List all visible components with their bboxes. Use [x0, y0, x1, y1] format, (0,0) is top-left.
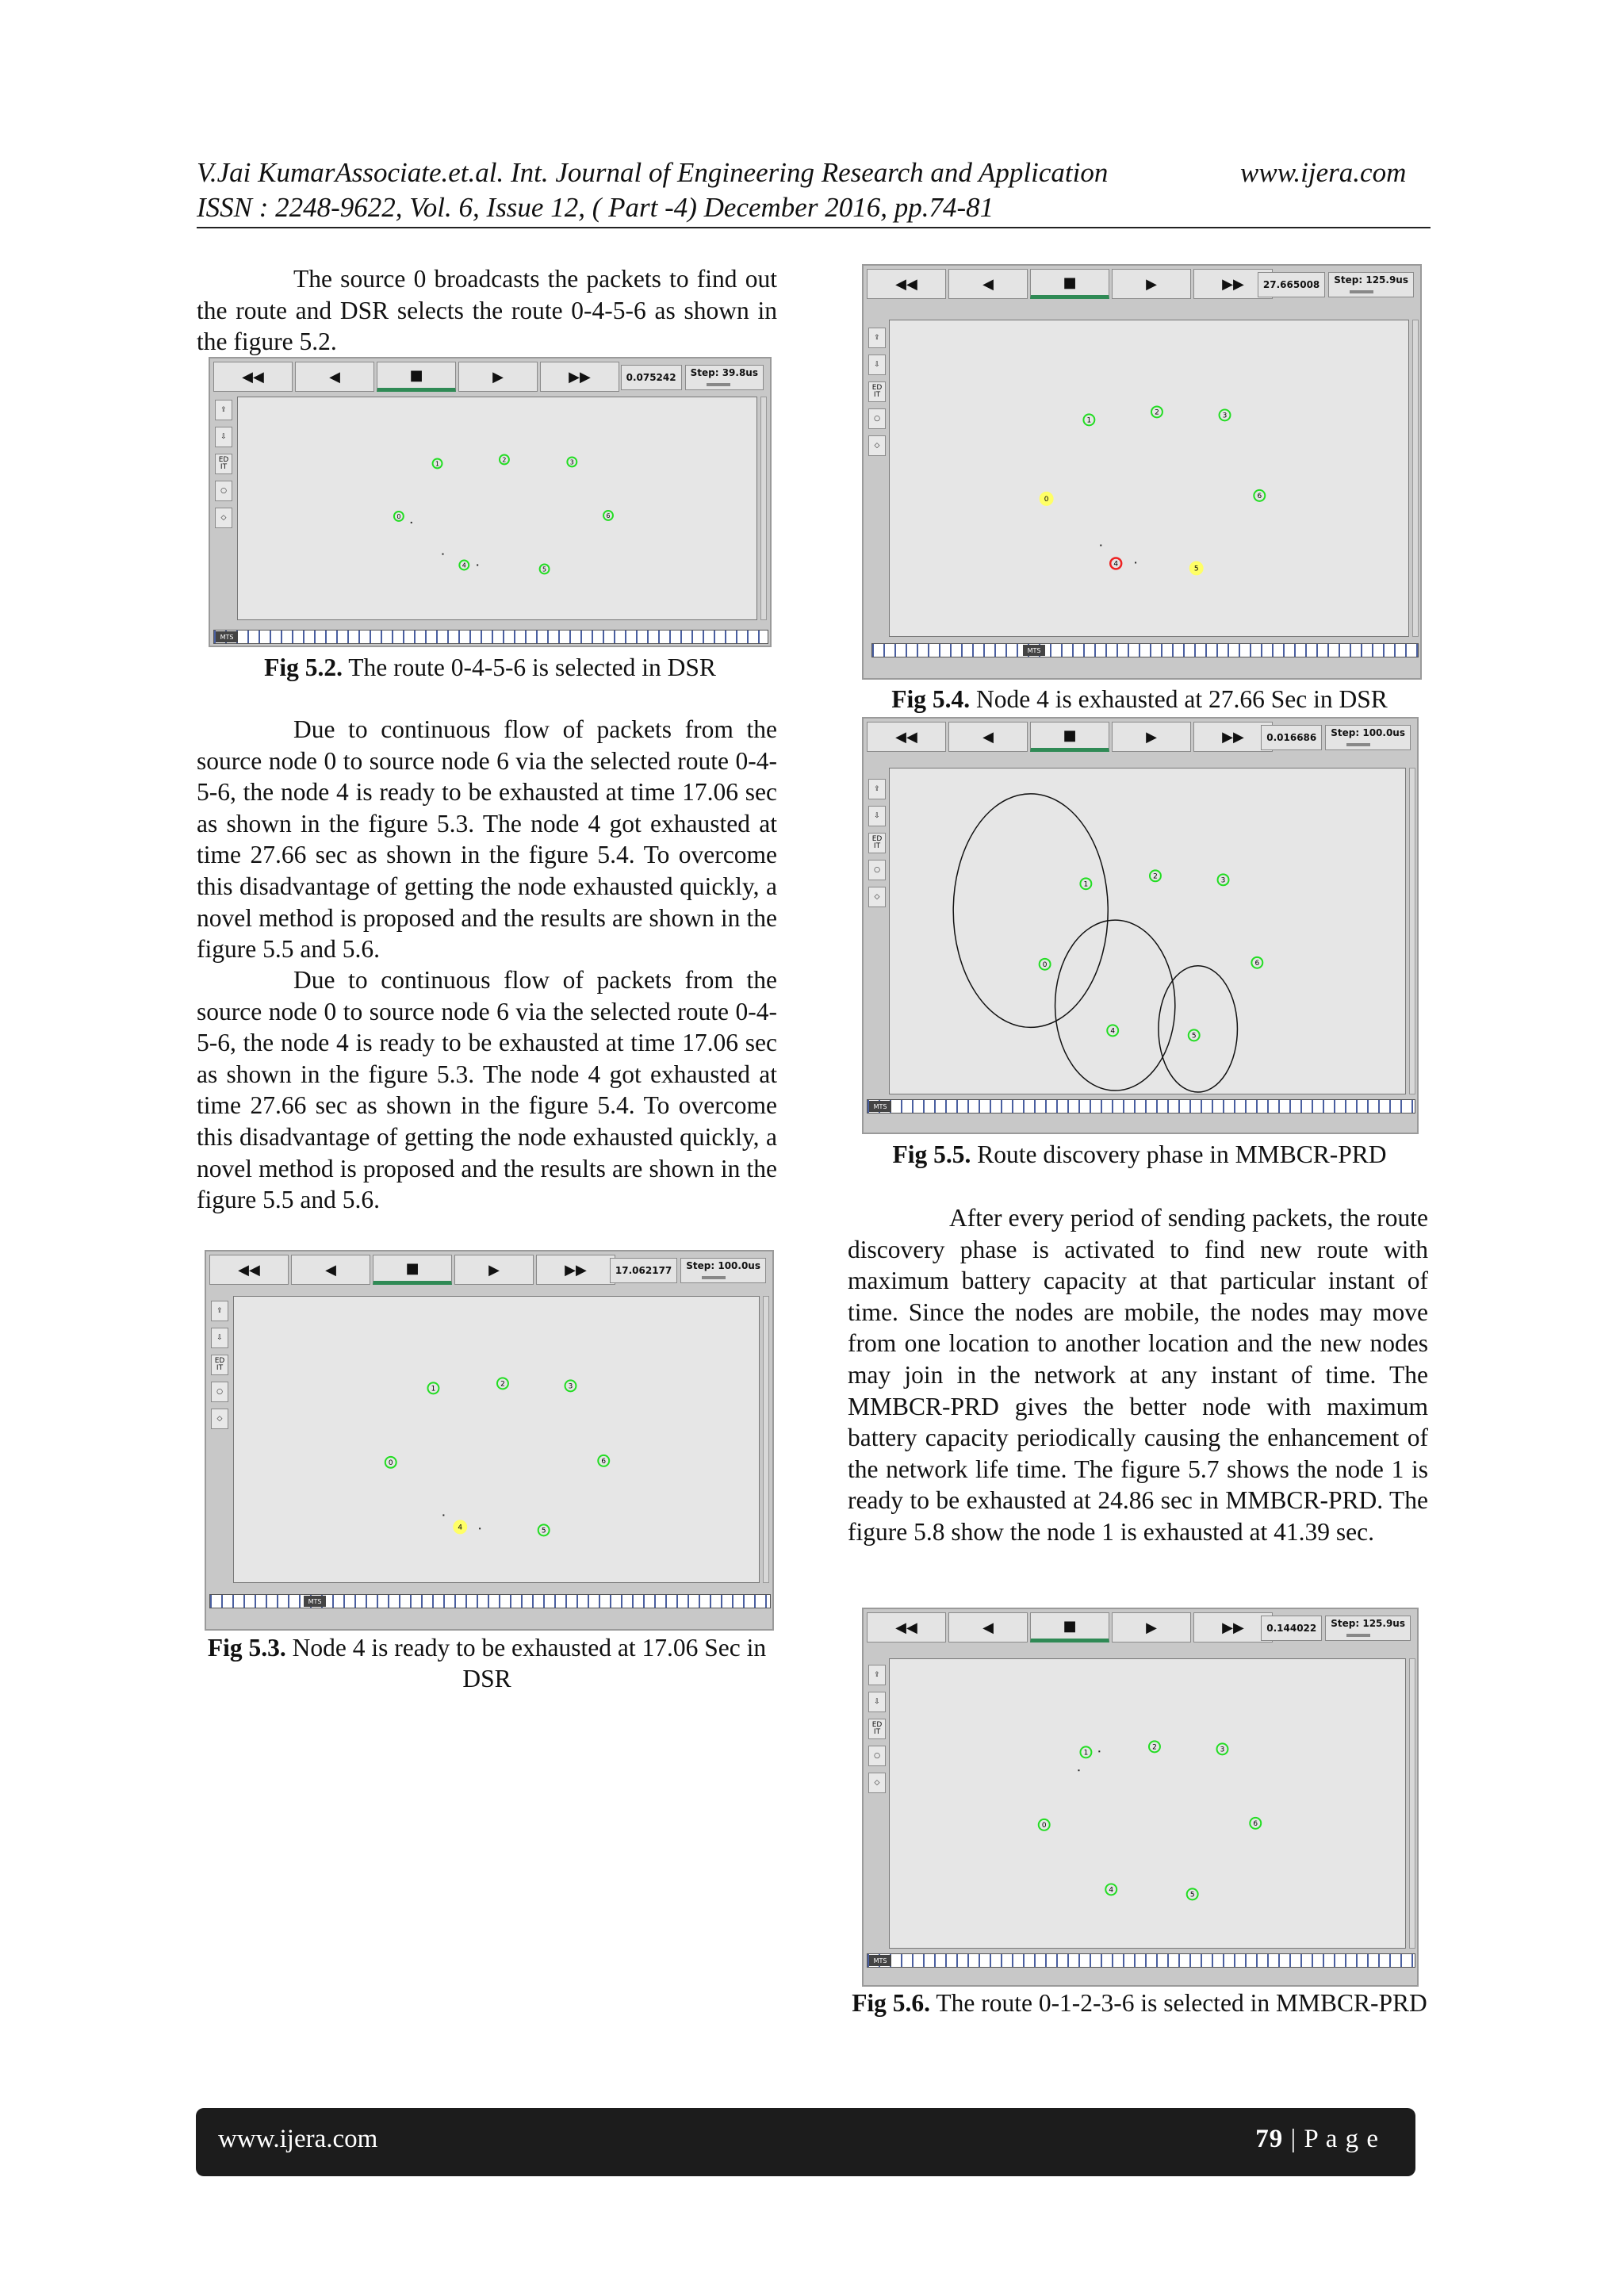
vertical-scrollbar[interactable]: [760, 397, 767, 620]
nam-window-fig56: [862, 1608, 1419, 1987]
zoom-in-icon[interactable]: ⇪: [215, 400, 232, 420]
svg-text:3: 3: [568, 1382, 573, 1391]
time-display: [1258, 270, 1414, 299]
svg-text:0: 0: [396, 512, 401, 520]
svg-text:2: 2: [1155, 408, 1159, 417]
diamond-tool-icon[interactable]: ◇: [868, 1773, 886, 1793]
nam-canvas: [233, 1296, 760, 1583]
timeline-bar[interactable]: [867, 1953, 1415, 1968]
timeline-bar[interactable]: [213, 630, 768, 644]
timeline-marker: MTS: [869, 1955, 891, 1966]
nam-window-fig52: [209, 357, 772, 647]
svg-text:2: 2: [502, 456, 507, 464]
stop-button[interactable]: ■: [373, 1255, 452, 1285]
nam-side-tools: [867, 1665, 887, 1793]
timeline-marker: MTS: [304, 1596, 326, 1607]
nam-toolbar: [213, 362, 619, 395]
nam-side-tools: [867, 779, 887, 907]
svg-text:3: 3: [569, 458, 574, 466]
step-slider[interactable]: Step: 100.0us: [1325, 725, 1411, 750]
nam-canvas: [889, 768, 1406, 1094]
svg-text:5: 5: [541, 1527, 546, 1535]
sim-time: 17.062177: [610, 1258, 677, 1283]
svg-text:5: 5: [1189, 1891, 1195, 1899]
rewind-button[interactable]: ◀◀: [867, 269, 946, 299]
journal-header-line2: ISSN : 2248-9622, Vol. 6, Issue 12, ( Part -4) December 2016, pp.74-81: [197, 192, 994, 223]
svg-text:4: 4: [462, 562, 466, 569]
zoom-in-icon[interactable]: ⇪: [868, 328, 886, 348]
svg-text:6: 6: [606, 512, 611, 519]
caption-fig52: Fig 5.2. The route 0-4-5-6 is selected in DSR: [264, 654, 716, 681]
caption-fig53: Fig 5.3. Node 4 is ready to be exhausted at 17.06 Sec in DSR: [207, 1634, 767, 1692]
svg-text:6: 6: [1254, 959, 1260, 968]
svg-text:6: 6: [1257, 492, 1262, 500]
step-slider[interactable]: Step: 125.9us: [1325, 1616, 1411, 1641]
caption-fig56: Fig 5.6. The route 0-1-2-3-6 is selected in MMBCR-PRD: [852, 1989, 1427, 2017]
zoom-out-icon[interactable]: ⇩: [868, 1692, 886, 1712]
svg-text:1: 1: [431, 1385, 436, 1393]
stop-button[interactable]: ■: [1030, 269, 1109, 299]
zoom-in-icon[interactable]: ⇪: [868, 1665, 886, 1685]
edit-button[interactable]: ED IT: [215, 454, 232, 474]
back-button[interactable]: ◀: [948, 269, 1028, 299]
nam-toolbar: [867, 269, 1273, 302]
nam-side-tools: [867, 328, 887, 456]
play-button[interactable]: ▶: [1112, 722, 1191, 752]
nam-window-fig54: [862, 264, 1422, 680]
fast-forward-button[interactable]: ▶▶: [1193, 722, 1273, 752]
svg-text:3: 3: [1222, 412, 1228, 420]
timeline-marker: MTS: [216, 631, 238, 642]
step-slider[interactable]: Step: 39.8us: [685, 365, 764, 390]
circle-tool-icon[interactable]: ○: [215, 481, 232, 501]
zoom-out-icon[interactable]: ⇩: [211, 1328, 228, 1348]
svg-text:4: 4: [1113, 560, 1119, 569]
play-button[interactable]: ▶: [1112, 269, 1191, 299]
timeline-marker: MTS: [869, 1101, 891, 1112]
paragraph-mmbcr-prd: After every period of sending packets, the route discovery phase is activated to find new route with maximum battery capacity at that particular instant of time. Since the nodes are mobile, the nodes may move from one location to another location and the new nodes may join in the network at any instant of time. The MMBCR-PRD gives the better node with maximum battery capacity periodically causing the enhancement of the network life time. The figure 5.7 shows the node 1 is ready to be exhausted at 24.86 sec in MMBCR-PRD. The figure 5.8 show the node 1 is exhausted at 41.39 sec.: [848, 1204, 1428, 1546]
vertical-scrollbar[interactable]: [1409, 768, 1415, 1094]
fast-forward-button[interactable]: ▶▶: [1193, 1612, 1273, 1642]
nam-toolbar: [867, 1612, 1273, 1646]
svg-text:1: 1: [1083, 880, 1089, 889]
fast-forward-button[interactable]: ▶▶: [1193, 269, 1273, 299]
svg-text:2: 2: [1152, 1743, 1157, 1752]
time-display: [1261, 723, 1411, 752]
diamond-tool-icon[interactable]: ◇: [215, 508, 232, 528]
journal-header-line1: V.Jai KumarAssociate.et.al. Int. Journal of Engineering Research and Application: [197, 157, 1109, 188]
zoom-out-icon[interactable]: ⇩: [868, 355, 886, 375]
transmission-range-circles: [953, 794, 1237, 1092]
nam-side-tools: [209, 1301, 230, 1429]
network-topology: [890, 1659, 1405, 1948]
network-topology: [234, 1297, 759, 1582]
nam-canvas: [889, 1658, 1406, 1949]
edit-button[interactable]: ED IT: [868, 1719, 886, 1739]
timeline-bar[interactable]: [871, 643, 1419, 657]
network-topology: [890, 320, 1408, 636]
step-slider[interactable]: Step: 125.9us: [1328, 272, 1414, 297]
stop-button[interactable]: ■: [377, 362, 456, 392]
zoom-out-icon[interactable]: ⇩: [215, 427, 232, 447]
paragraph-dsr-exhaustion-repeat: Due to continuous flow of packets from the source node 0 to source node 6 via the selected route 0-4-5-6, the node 4 is ready to be exhausted at time 17.06 sec as shown in the figure 5.3. The node 4 got exhausted at time 27.66 sec as shown in the figure 5.4. To overcome this disadvantage of getting the node exhausted quickly, a novel method is proposed and the results are shown in the figure 5.5 and 5.6.: [197, 966, 777, 1214]
back-button[interactable]: ◀: [295, 362, 374, 392]
back-button[interactable]: ◀: [948, 722, 1028, 752]
svg-text:4: 4: [1110, 1027, 1116, 1036]
stop-button[interactable]: ■: [1030, 722, 1109, 752]
paragraph-dsr-exhaustion: Due to continuous flow of packets from the source node 0 to source node 6 via the selected route 0-4-5-6, the node 4 is ready to be exhausted at time 17.06 sec as shown in the figure 5.3. The node 4 got exhausted at time 27.66 sec as shown in the figure 5.4. To overcome this disadvantage of getting the node exhausted quickly, a novel method is proposed and the results are shown in the figure 5.5 and 5.6.: [197, 715, 777, 964]
circle-tool-icon[interactable]: ○: [868, 1746, 886, 1766]
nam-side-tools: [213, 400, 234, 528]
rewind-button[interactable]: ◀◀: [867, 722, 946, 752]
svg-text:0: 0: [1044, 495, 1049, 504]
footer-url[interactable]: www.ijera.com: [218, 2125, 378, 2153]
caption-fig54: Fig 5.4. Node 4 is exhausted at 27.66 Sec in DSR: [891, 685, 1388, 713]
caption-fig55: Fig 5.5. Route discovery phase in MMBCR-PRD: [892, 1140, 1387, 1168]
svg-text:1: 1: [435, 460, 440, 468]
svg-text:5: 5: [1191, 1032, 1197, 1041]
sim-time: 0.075242: [621, 365, 682, 390]
fast-forward-button[interactable]: ▶▶: [536, 1255, 615, 1285]
svg-text:5: 5: [1193, 565, 1199, 573]
vertical-scrollbar[interactable]: [1412, 320, 1419, 637]
diamond-tool-icon[interactable]: ◇: [868, 435, 886, 456]
time-display: [610, 1256, 766, 1285]
vertical-scrollbar[interactable]: [763, 1296, 769, 1583]
rewind-button[interactable]: ◀◀: [867, 1612, 946, 1642]
svg-text:3: 3: [1220, 1746, 1225, 1754]
svg-text:0: 0: [1042, 960, 1048, 969]
page-footer: [196, 2108, 1415, 2176]
nam-window-fig55: [862, 717, 1419, 1134]
svg-text:4: 4: [458, 1524, 463, 1532]
edit-button[interactable]: ED IT: [868, 833, 886, 853]
time-display: [1261, 1614, 1411, 1642]
play-button[interactable]: ▶: [458, 362, 538, 392]
back-button[interactable]: ◀: [291, 1255, 370, 1285]
vertical-scrollbar[interactable]: [1409, 1658, 1415, 1949]
rewind-button[interactable]: ◀◀: [209, 1255, 289, 1285]
circle-tool-icon[interactable]: ○: [868, 860, 886, 880]
timeline-bar[interactable]: [867, 1099, 1415, 1114]
play-button[interactable]: ▶: [454, 1255, 534, 1285]
zoom-in-icon[interactable]: ⇪: [868, 779, 886, 799]
sim-time: 27.665008: [1258, 272, 1325, 297]
circle-tool-icon[interactable]: ○: [868, 408, 886, 429]
nam-canvas: [237, 397, 757, 620]
network-topology: [890, 769, 1405, 1094]
svg-text:4: 4: [1109, 1886, 1114, 1895]
svg-text:6: 6: [1253, 1819, 1258, 1828]
sim-time: 0.016686: [1261, 725, 1322, 750]
rewind-button[interactable]: ◀◀: [213, 362, 293, 392]
page-number: 79 | P a g e: [1255, 2125, 1379, 2153]
diamond-tool-icon[interactable]: ◇: [868, 887, 886, 907]
circle-tool-icon[interactable]: ○: [211, 1382, 228, 1402]
diamond-tool-icon[interactable]: ◇: [211, 1409, 228, 1429]
svg-text:0: 0: [1041, 1821, 1047, 1830]
svg-text:2: 2: [500, 1380, 505, 1389]
nam-window-fig53: [205, 1250, 774, 1631]
back-button[interactable]: ◀: [948, 1612, 1028, 1642]
timeline-marker: MTS: [1023, 645, 1045, 656]
time-display: [621, 363, 764, 392]
edit-button[interactable]: ED IT: [211, 1355, 228, 1375]
network-topology: [238, 397, 756, 619]
play-button[interactable]: ▶: [1112, 1612, 1191, 1642]
zoom-in-icon[interactable]: ⇪: [211, 1301, 228, 1321]
paragraph-intro: The source 0 broadcasts the packets to find out the route and DSR selects the route 0-4-5-6 as shown in the figure 5.2.: [197, 265, 777, 356]
sim-time: 0.144022: [1261, 1616, 1322, 1641]
nam-toolbar: [209, 1255, 615, 1288]
journal-url-header: www.ijera.com: [1240, 157, 1407, 188]
zoom-out-icon[interactable]: ⇩: [868, 806, 886, 826]
step-slider[interactable]: Step: 100.0us: [680, 1258, 766, 1283]
nam-toolbar: [867, 722, 1273, 755]
svg-text:0: 0: [388, 1458, 393, 1467]
svg-text:1: 1: [1083, 1749, 1089, 1757]
svg-text:5: 5: [542, 565, 547, 573]
svg-text:2: 2: [1153, 872, 1158, 881]
svg-text:3: 3: [1220, 876, 1226, 885]
timeline-bar[interactable]: [209, 1594, 771, 1608]
fast-forward-button[interactable]: ▶▶: [540, 362, 619, 392]
edit-button[interactable]: ED IT: [868, 381, 886, 402]
svg-text:6: 6: [601, 1457, 607, 1466]
nam-canvas: [889, 320, 1409, 637]
stop-button[interactable]: ■: [1030, 1612, 1109, 1642]
svg-text:1: 1: [1086, 416, 1092, 425]
header-rule: [197, 227, 1431, 228]
